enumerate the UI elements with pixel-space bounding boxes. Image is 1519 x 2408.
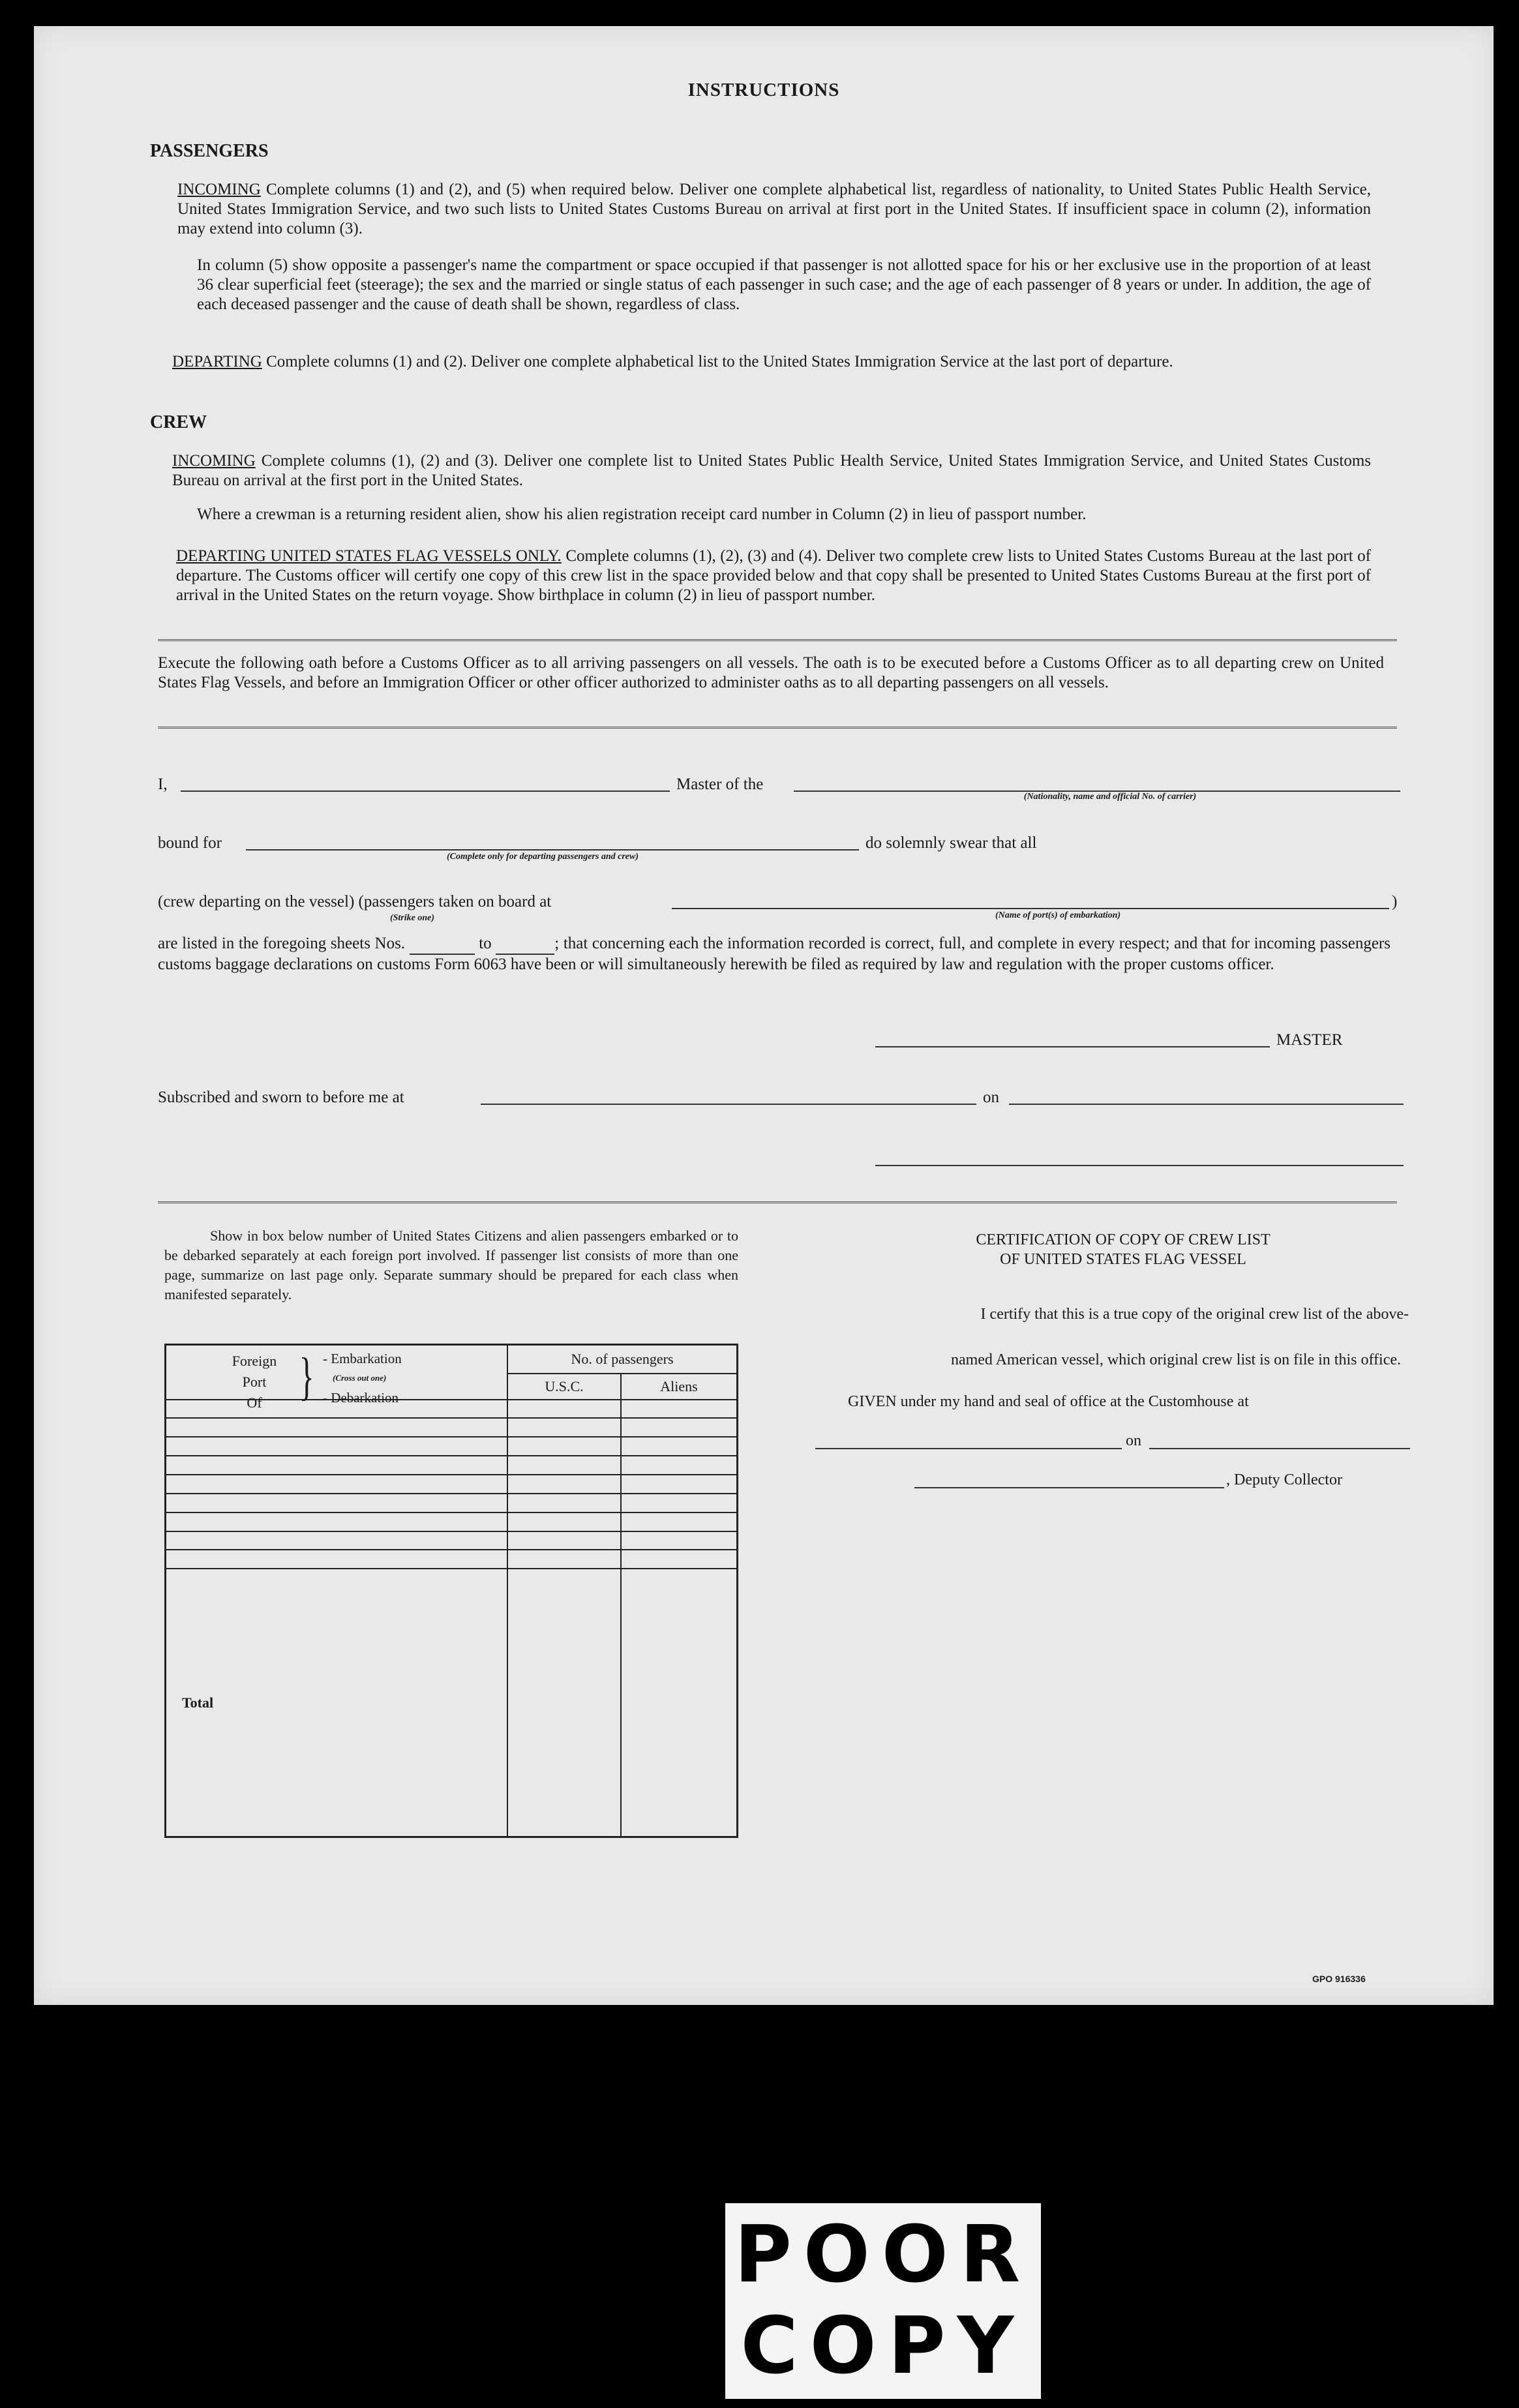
total-aliens-cell[interactable] xyxy=(621,1569,738,1837)
usc-cell[interactable] xyxy=(507,1550,621,1569)
aliens-cell[interactable] xyxy=(621,1456,738,1475)
aliens-cell[interactable] xyxy=(621,1513,738,1531)
form-sheet xyxy=(34,26,1494,2005)
usc-cell[interactable] xyxy=(507,1437,621,1456)
usc-cell[interactable] xyxy=(507,1513,621,1531)
usc-cell[interactable] xyxy=(507,1456,621,1475)
no-passengers-header: No. of passengers xyxy=(507,1345,738,1374)
page-title: INSTRUCTIONS xyxy=(687,80,840,100)
subscribed-label: Subscribed and sworn to before me at xyxy=(158,1089,404,1106)
usc-cell[interactable] xyxy=(507,1475,621,1494)
bound-for-line[interactable] xyxy=(246,849,859,850)
brace-icon: } xyxy=(299,1348,314,1406)
aliens-cell[interactable] xyxy=(621,1437,738,1456)
col-port: Port xyxy=(242,1374,267,1390)
passengers-incoming-paragraph xyxy=(177,180,1371,239)
strike-note: (Strike one) xyxy=(389,913,435,923)
crew-incoming-text: Complete columns (1), (2) and (3). Deliver one complete list to United States Public Health Service, United States Immigration Service, and United States Customs Bureau on arrival at the first port in the United States. xyxy=(172,452,1372,489)
sworn-on-label: on xyxy=(983,1089,999,1106)
oath-intro: Execute the following oath before a Customs Officer as to all arriving passengers on all vessels. The oath is to be executed before a Customs Officer as to all departing crew on United States Flag Vessels, and before an Immigration Officer or other officer authorized to administer oaths as to all departing passengers on all vessels. xyxy=(158,654,1384,691)
crew-incoming-paragraph xyxy=(172,451,1371,490)
aliens-cell[interactable] xyxy=(621,1400,738,1419)
passengers-incoming-label: INCOMING xyxy=(177,181,261,198)
oath-i-label: I, xyxy=(158,775,168,793)
bound-note: (Complete only for departing passengers and crew) xyxy=(447,852,639,862)
crew-heading: CREW xyxy=(150,412,207,432)
certification-heading xyxy=(843,1230,1404,1269)
table-row xyxy=(166,1437,738,1456)
table-row xyxy=(166,1475,738,1494)
foreign-port-header xyxy=(166,1345,508,1411)
master-of-label: Master of the xyxy=(676,775,764,793)
embarkation-label: - Embarkation xyxy=(323,1351,402,1366)
usc-header: U.S.C. xyxy=(507,1374,621,1400)
crew-resident-paragraph: Where a crewman is a returning resident alien, show his alien registration receipt card number in Column (2) in lieu of passport number. xyxy=(197,505,1087,523)
aliens-cell[interactable] xyxy=(621,1531,738,1550)
port-cell[interactable] xyxy=(166,1475,508,1494)
certification-line-2: named American vessel, which original crew list is on file in this office. xyxy=(950,1351,1401,1368)
stamp-line-1: POOR xyxy=(734,2210,1032,2300)
swear-label: do solemnly swear that all xyxy=(865,834,1037,852)
debarkation-label: - Debarkation xyxy=(323,1390,399,1406)
footer-code: GPO 916336 xyxy=(1312,1974,1366,1984)
certification-line-3: GIVEN under my hand and seal of office at the Customhouse at xyxy=(848,1393,1249,1410)
officer-signature-line[interactable] xyxy=(875,1165,1404,1166)
crew-incoming-label: INCOMING xyxy=(172,452,256,470)
port-cell[interactable] xyxy=(166,1513,508,1531)
customhouse-line[interactable] xyxy=(815,1448,1122,1449)
listed-part-a: are listed in the foregoing sheets Nos. xyxy=(158,935,406,952)
col-of: Of xyxy=(247,1394,262,1411)
listed-to: to xyxy=(479,935,492,952)
deputy-collector-label: , Deputy Collector xyxy=(1226,1471,1342,1488)
crew-departing-text: Complete columns (1), (2), (3) and (4). Deliver two complete crew lists to United States Customs Bureau at the last port of departure. The Customs officer will certify one copy of this crew list in the space provided below and that copy shall be presented to United States Customs Bureau at the first port of arrival in the United States on the return voyage. Show birthplace in column (2) in lieu of passport number. xyxy=(176,547,1371,604)
passengers-departing-label: DEPARTING xyxy=(172,353,262,370)
sworn-date-line[interactable] xyxy=(1009,1104,1404,1105)
passengers-departing-paragraph xyxy=(172,352,1371,372)
stamp-line-2: COPY xyxy=(740,2301,1026,2392)
deputy-signature-line[interactable] xyxy=(914,1487,1224,1488)
passenger-summary-table xyxy=(164,1344,738,1838)
crew-departing-label: (crew departing on the vessel) (passengers taken on board at xyxy=(158,893,552,911)
listed-part-b: ; that concerning each the information recorded is correct, full, and complete in every respect; and that for incoming passengers customs baggage declarations on customs Form 6063 have been or will simultaneously herewith be filed as required by law and regulation with the proper customs officer. xyxy=(158,935,1391,973)
sworn-place-line[interactable] xyxy=(481,1104,976,1105)
port-cell[interactable] xyxy=(166,1418,508,1437)
nationality-note: (Nationality, name and official No. of carrier) xyxy=(1023,792,1197,802)
port-note: (Name of port(s) of embarkation) xyxy=(995,911,1121,920)
usc-cell[interactable] xyxy=(507,1531,621,1550)
passengers-heading: PASSENGERS xyxy=(150,141,269,161)
table-row xyxy=(166,1494,738,1513)
col-foreign: Foreign xyxy=(232,1353,277,1369)
crew-departing-paragraph xyxy=(176,547,1371,605)
passengers-departing-text: Complete columns (1) and (2). Deliver one complete alphabetical list to the United States Immigration Service at the last port of departure. xyxy=(266,353,1173,370)
aliens-cell[interactable] xyxy=(621,1550,738,1569)
port-cell[interactable] xyxy=(166,1550,508,1569)
certification-date-line[interactable] xyxy=(1149,1448,1410,1449)
crew-departing-label: DEPARTING UNITED STATES FLAG VESSELS ONLY. xyxy=(176,547,562,565)
certification-heading-2: OF UNITED STATES FLAG VESSEL xyxy=(1000,1251,1246,1268)
usc-cell[interactable] xyxy=(507,1494,621,1513)
aliens-cell[interactable] xyxy=(621,1475,738,1494)
master-label: MASTER xyxy=(1276,1031,1343,1049)
certification-line-1: I certify that this is a true copy of the original crew list of the above- xyxy=(980,1306,1409,1323)
table-row xyxy=(166,1513,738,1531)
table-row xyxy=(166,1418,738,1437)
passengers-column5-paragraph: In column (5) show opposite a passenger's name the compartment or space occupied if that passenger is not allotted space for his or her exclusive use in the proportion of at least 36 clear superficial feet (steerage); the sex and the married or single status of each passenger in such case; and the age of each passenger of 8 years or under. In addition, the age of each deceased passenger and the cause of death shall be shown, regardless of class. xyxy=(197,256,1371,313)
certification-on-label: on xyxy=(1126,1432,1141,1449)
close-paren: ) xyxy=(1392,893,1398,911)
table-row xyxy=(166,1531,738,1550)
bound-for-label: bound for xyxy=(158,834,222,852)
master-signature-line[interactable] xyxy=(875,1046,1270,1047)
port-cell[interactable] xyxy=(166,1531,508,1550)
certification-heading-1: CERTIFICATION OF COPY OF CREW LIST xyxy=(976,1231,1271,1248)
master-name-line[interactable] xyxy=(181,790,670,792)
usc-cell[interactable] xyxy=(507,1418,621,1437)
total-usc-cell[interactable] xyxy=(507,1569,621,1837)
port-cell[interactable] xyxy=(166,1456,508,1475)
aliens-header: Aliens xyxy=(621,1374,738,1400)
sheet-from-field[interactable] xyxy=(410,934,475,955)
aliens-cell[interactable] xyxy=(621,1494,738,1513)
port-cell[interactable] xyxy=(166,1494,508,1513)
total-label: Total xyxy=(166,1569,508,1837)
poor-copy-stamp xyxy=(725,2203,1041,2399)
usc-cell[interactable] xyxy=(507,1400,621,1419)
port-cell[interactable] xyxy=(166,1437,508,1456)
table-row xyxy=(166,1456,738,1475)
sheet-to-field[interactable] xyxy=(496,934,554,955)
port-embarkation-line[interactable] xyxy=(672,908,1389,909)
total-row xyxy=(166,1569,738,1837)
cross-out-note: (Cross out one) xyxy=(333,1373,387,1383)
table-header-row xyxy=(166,1345,738,1374)
aliens-cell[interactable] xyxy=(621,1418,738,1437)
passengers-incoming-text: Complete columns (1) and (2), and (5) when required below. Deliver one complete alphabetical list, regardless of nationality, to United States Public Health Service, United States Immigration Service, and two such lists to United States Customs Bureau on arrival at first port in the United States. If insufficient space in column (2), information may extend into column (3). xyxy=(177,181,1372,237)
divider xyxy=(158,1201,1397,1203)
table-row xyxy=(166,1550,738,1569)
divider xyxy=(158,639,1397,641)
listed-paragraph xyxy=(158,934,1391,974)
divider xyxy=(158,727,1397,729)
summary-instructions: Show in box below number of United States Citizens and alien passengers embarked or to be debarked separately at each foreign port involved. If passenger list consists of more than one page, summarize on last page only. Separate summary should be prepared for each class when manifested separately. xyxy=(164,1227,738,1302)
